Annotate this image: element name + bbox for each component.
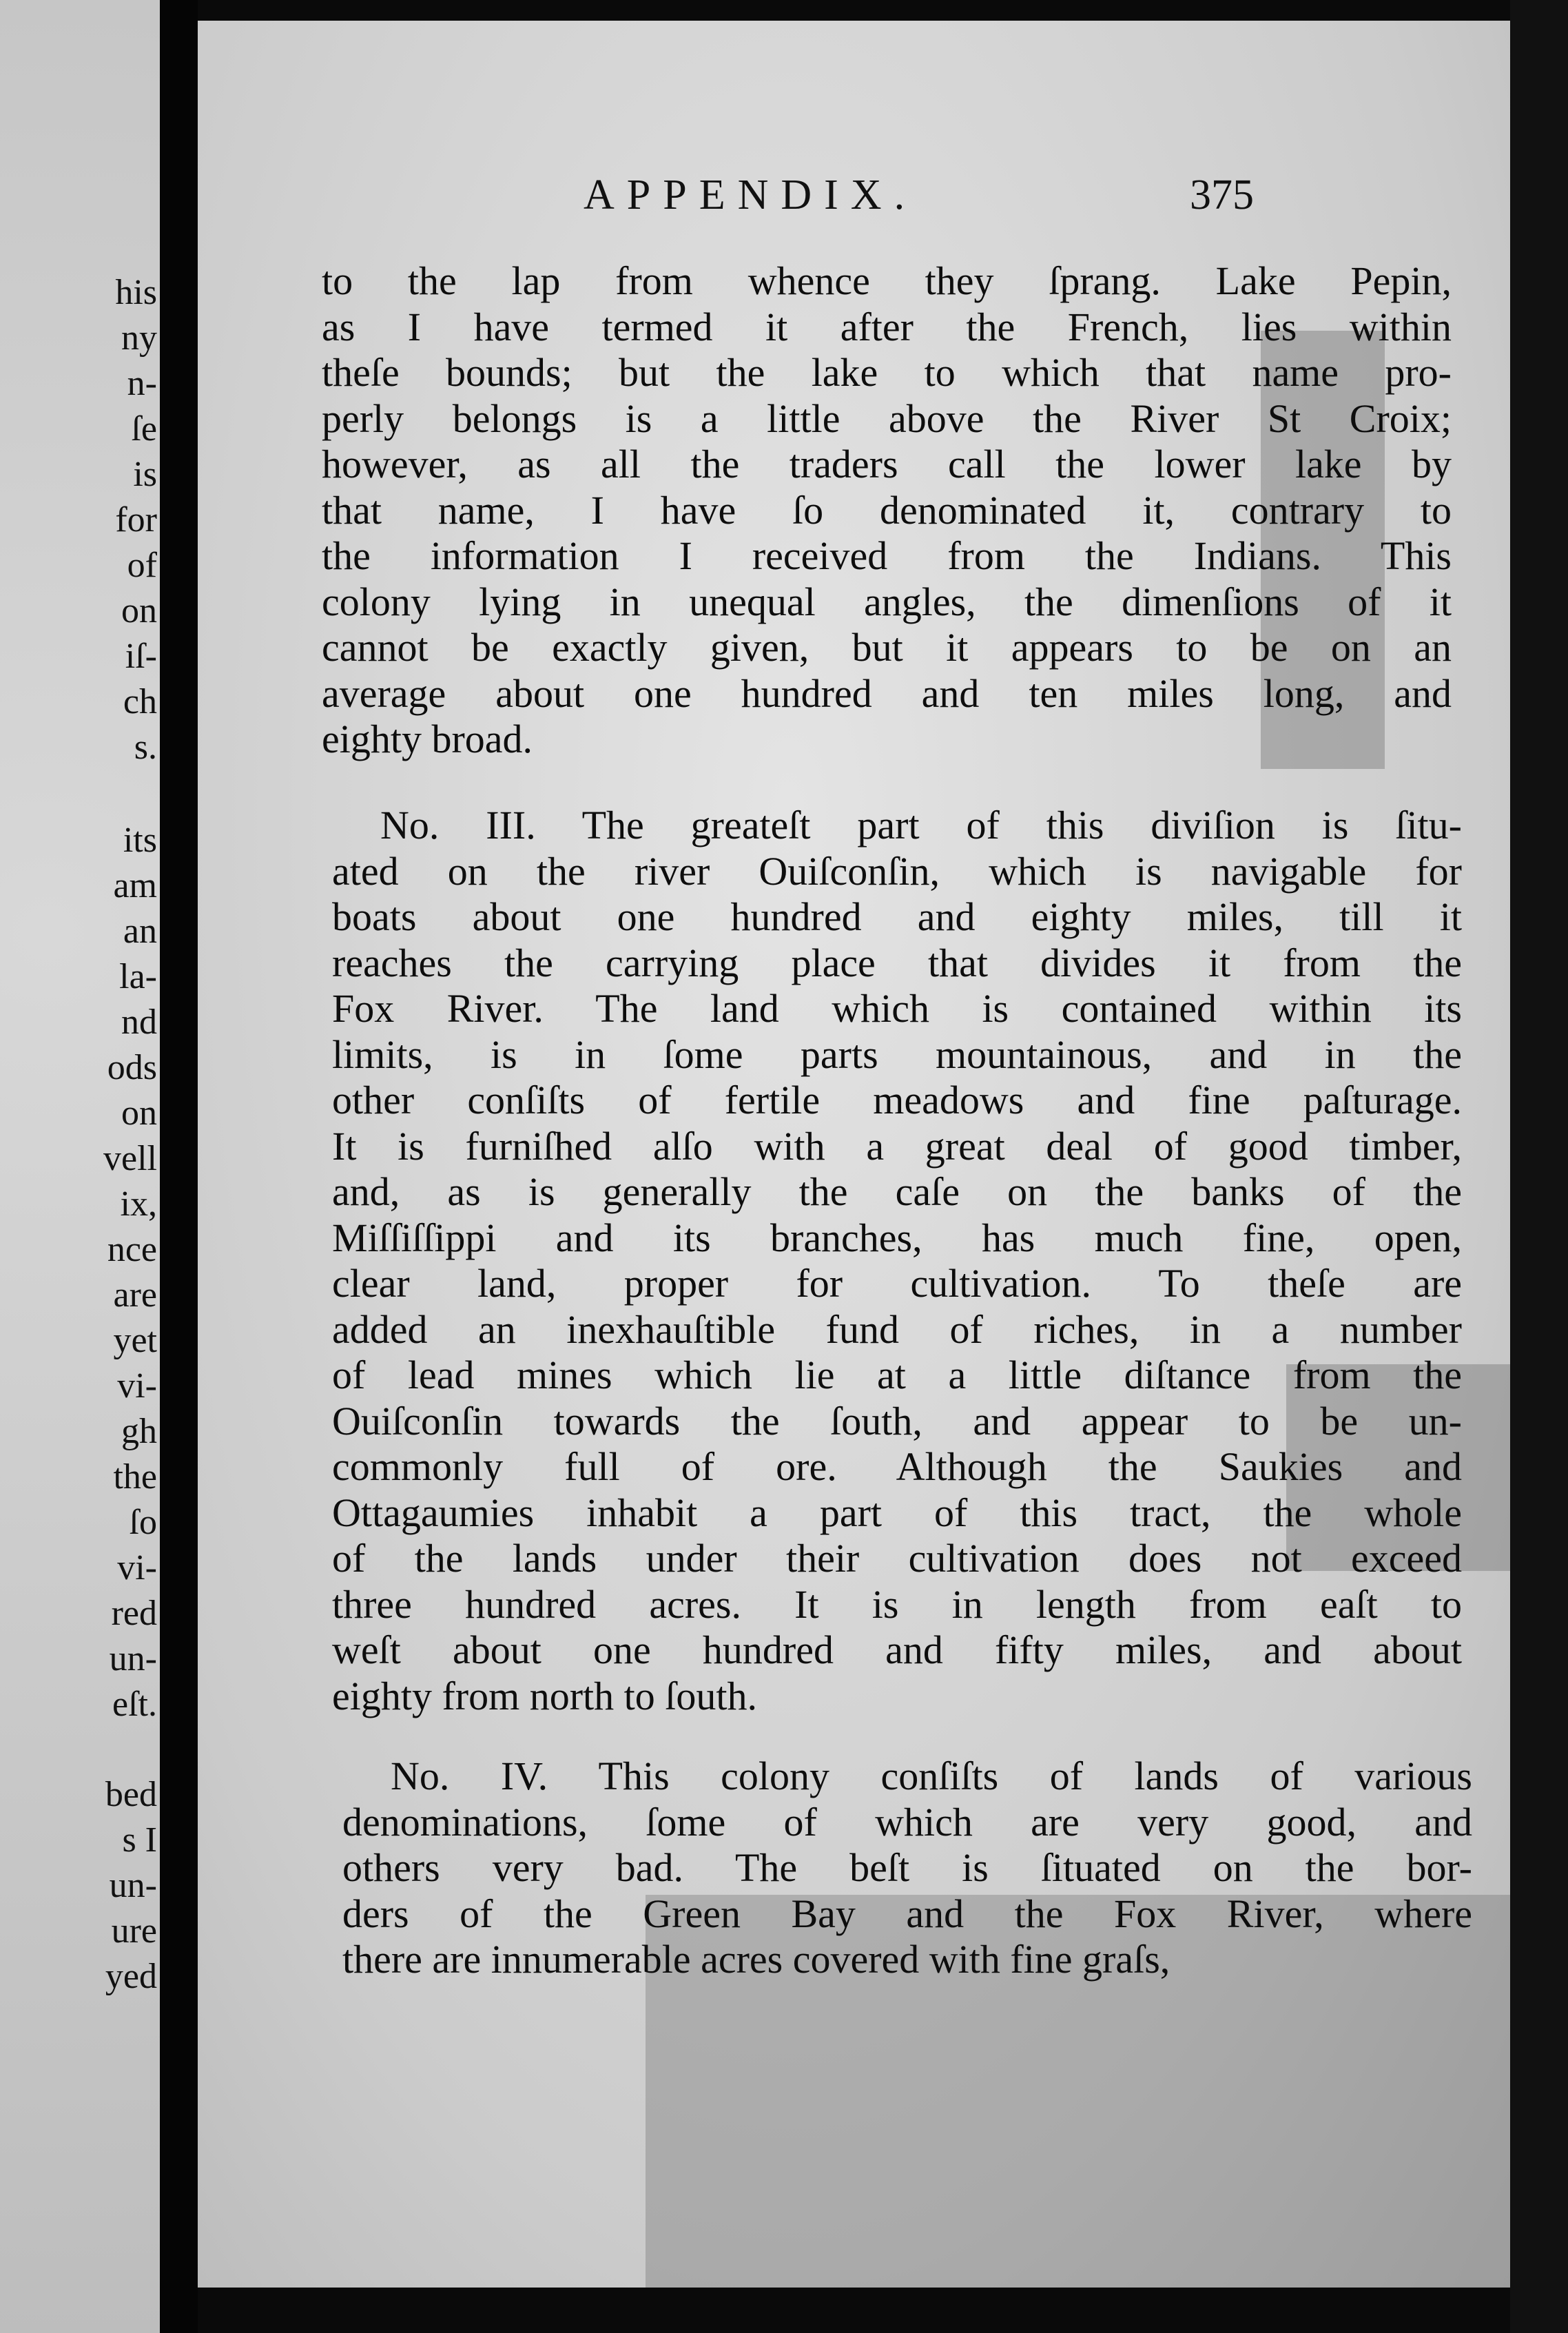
text-line: eighty broad. xyxy=(322,717,533,761)
text-line: three hundred acres. It is in length from eaſt to xyxy=(332,1581,1462,1627)
facing-text-fragment: its xyxy=(123,821,157,860)
facing-text-fragment: for xyxy=(115,500,157,539)
facing-text-fragment: are xyxy=(113,1275,157,1315)
text-line: boats about one hundred and eighty miles, till it xyxy=(332,894,1462,939)
facing-text-fragment: the xyxy=(113,1457,157,1497)
facing-text-fragment: eſt. xyxy=(112,1685,157,1724)
facing-text-fragment: is xyxy=(133,455,157,494)
facing-text-fragment: gh xyxy=(121,1412,157,1451)
facing-text-fragment: ure xyxy=(111,1911,157,1951)
facing-text-fragment: on xyxy=(121,591,157,630)
text-line: ders of the Green Bay and the Fox River, where xyxy=(342,1891,1472,1936)
text-line: there are innumerable acres covered with fine graſs, xyxy=(342,1937,1170,1982)
text-line: weſt about one hundred and fifty miles, and about xyxy=(332,1627,1462,1672)
text-line: No. III. The greateſt part of this diviſion is ſitu- xyxy=(380,803,1462,847)
text-line: however, as all the traders call the lower lake by xyxy=(322,442,1452,486)
facing-text-fragment: ny xyxy=(121,318,157,358)
text-line: the information I received from the Indians. This xyxy=(322,533,1452,578)
text-line: cannot be exactly given, but it appears to be on an xyxy=(322,625,1452,670)
facing-text-fragment: nce xyxy=(107,1230,157,1269)
page-edge xyxy=(1510,0,1568,2333)
text-line: others very bad. The beſt is ſituated on the bor- xyxy=(342,1845,1472,1890)
facing-text-fragment: an xyxy=(123,912,157,951)
facing-text-fragment: la- xyxy=(119,957,157,996)
text-line: of lead mines which lie at a little diſtance from the xyxy=(332,1353,1462,1397)
text-line: and, as is generally the caſe on the banks of the xyxy=(332,1169,1462,1214)
facing-page xyxy=(0,0,160,2333)
facing-text-fragment: ch xyxy=(123,682,157,721)
text-line: No. IV. This colony conſiſts of lands of various xyxy=(391,1754,1472,1798)
text-line: limits, is in ſome parts mountainous, and in the xyxy=(332,1031,1462,1077)
body-text xyxy=(198,21,1510,2288)
facing-text-fragment: s. xyxy=(134,728,157,767)
text-line: reaches the carrying place that divides it from the xyxy=(332,940,1462,985)
text-line: that name, I have ſo denominated it, contrary to xyxy=(322,487,1452,533)
text-line: colony lying in unequal angles, the dimenſions of it xyxy=(322,579,1452,624)
text-line: added an inexhauſtible fund of riches, in a number xyxy=(332,1306,1462,1352)
facing-text-fragment: ſe xyxy=(131,409,157,449)
text-line: average about one hundred and ten miles long, and xyxy=(322,670,1452,716)
facing-text-fragment: on xyxy=(121,1093,157,1133)
running-title: APPENDIX. xyxy=(584,172,918,218)
text-line: Miſſiſſippi and its branches, has much fine, open, xyxy=(332,1215,1462,1260)
facing-text-fragment: red xyxy=(111,1594,157,1633)
facing-text-fragment: un- xyxy=(109,1639,157,1678)
text-line: commonly full of ore. Although the Saukies and xyxy=(332,1444,1462,1489)
text-line: theſe bounds; but the lake to which that name pro- xyxy=(322,350,1452,395)
facing-text-fragment: n- xyxy=(127,364,157,403)
facing-text-fragment: ods xyxy=(107,1048,157,1087)
facing-text-fragment: ſo xyxy=(129,1503,157,1542)
text-line: eighty from north to ſouth. xyxy=(332,1673,757,1718)
text-line: denominations, ſome of which are very good, and xyxy=(342,1799,1472,1844)
facing-text-fragment: yet xyxy=(113,1321,157,1360)
text-line: to the lap from whence they ſprang. Lake Pepin, xyxy=(322,258,1452,303)
facing-text-fragment: vi- xyxy=(117,1366,157,1406)
text-line: as I have termed it after the French, lies within xyxy=(322,304,1452,349)
facing-text-fragment: yed xyxy=(105,1957,157,1996)
book-gutter xyxy=(160,0,198,2333)
text-line: ated on the river Ouiſconſin, which is navigable for xyxy=(332,848,1462,894)
text-line: of the lands under their cultivation does not exceed xyxy=(332,1536,1462,1581)
text-line: Fox River. The land which is contained within its xyxy=(332,986,1462,1031)
facing-text-fragment: nd xyxy=(121,1003,157,1042)
facing-text-fragment: vell xyxy=(103,1139,157,1178)
facing-text-fragment: bed xyxy=(105,1775,157,1814)
text-line: Ottagaumies inhabit a part of this tract, the whole xyxy=(332,1490,1462,1535)
text-line: It is furniſhed alſo with a great deal of good timber, xyxy=(332,1123,1462,1169)
facing-text-fragment: un- xyxy=(109,1866,157,1905)
text-line: Ouiſconſin towards the ſouth, and appear to be un- xyxy=(332,1398,1462,1443)
page-number: 375 xyxy=(1190,172,1254,218)
text-line: clear land, proper for cultivation. To theſe are xyxy=(332,1261,1462,1306)
facing-text-fragment: iſ- xyxy=(125,637,157,676)
facing-text-fragment: ix, xyxy=(120,1184,157,1224)
facing-text-fragment: s I xyxy=(122,1820,157,1860)
facing-text-fragment: his xyxy=(115,273,157,312)
facing-text-fragment: am xyxy=(113,866,157,905)
facing-text-fragment: of xyxy=(127,546,157,585)
page xyxy=(198,21,1510,2288)
text-line: perly belongs is a little above the River St Croix; xyxy=(322,395,1452,441)
text-line: other conſiſts of fertile meadows and fine paſturage. xyxy=(332,1078,1462,1122)
facing-text-fragment: vi- xyxy=(117,1548,157,1587)
